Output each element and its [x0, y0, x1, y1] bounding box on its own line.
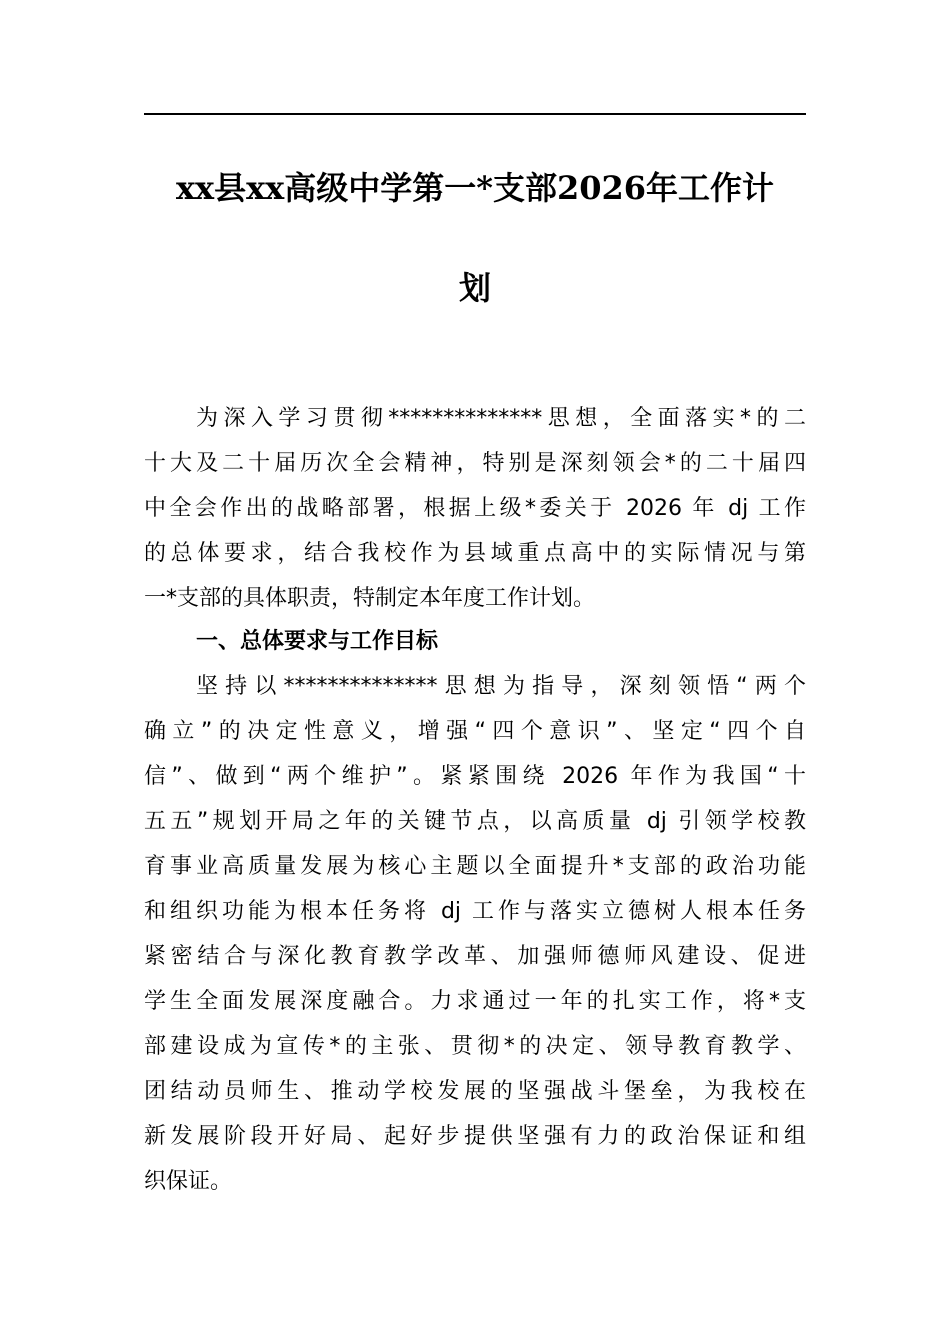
paragraph-line: 坚持以**************思想为指导，深刻领悟“两个	[196, 674, 806, 699]
paragraph-line: 新发展阶段开好局、起好步提供坚强有力的政治保证和组	[144, 1124, 806, 1149]
paragraph-line: 织保证。	[144, 1169, 233, 1194]
paragraph-line: 的总体要求，结合我校作为县域重点高中的实际情况与第	[144, 541, 806, 566]
paragraph-line: 育事业高质量发展为核心主题以全面提升*支部的政治功能	[144, 854, 806, 879]
paragraph-line: 团结动员师生、推动学校发展的坚强战斗堡垒，为我校在	[144, 1079, 806, 1104]
title-line-2: 划	[458, 269, 491, 307]
paragraph-line: 和组织功能为根本任务将 dj 工作与落实立德树人根本任务	[144, 899, 806, 924]
paragraph-line: 学生全面发展深度融合。力求通过一年的扎实工作，将*支	[144, 989, 806, 1014]
paragraph-line: 紧密结合与深化教育教学改革、加强师德师风建设、促进	[144, 944, 806, 969]
title-line-1: xx县xx高级中学第一*支部2026年工作计	[175, 169, 775, 207]
paragraph-line: 部建设成为宣传*的主张、贯彻*的决定、领导教育教学、	[144, 1034, 806, 1059]
paragraph-line: 五五”规划开局之年的关键节点，以高质量 dj 引领学校教	[144, 809, 806, 834]
paragraph-line: 确立”的决定性意义，增强“四个意识”、坚定“四个自	[144, 719, 806, 744]
paragraph-line: 一*支部的具体职责，特制定本年度工作计划。	[144, 586, 596, 611]
paragraph-line: 信”、做到“两个维护”。紧紧围绕 2026 年作为我国“十	[144, 764, 806, 789]
paragraph-line: 十大及二十届历次全会精神，特别是深刻领会*的二十届四	[144, 451, 806, 476]
paragraph-line: 为深入学习贯彻**************思想，全面落实*的二	[196, 406, 806, 431]
header-rule	[144, 113, 806, 115]
section-heading: 一、总体要求与工作目标	[196, 629, 439, 654]
paragraph-line: 中全会作出的战略部署，根据上级*委关于 2026 年 dj 工作	[144, 496, 806, 521]
